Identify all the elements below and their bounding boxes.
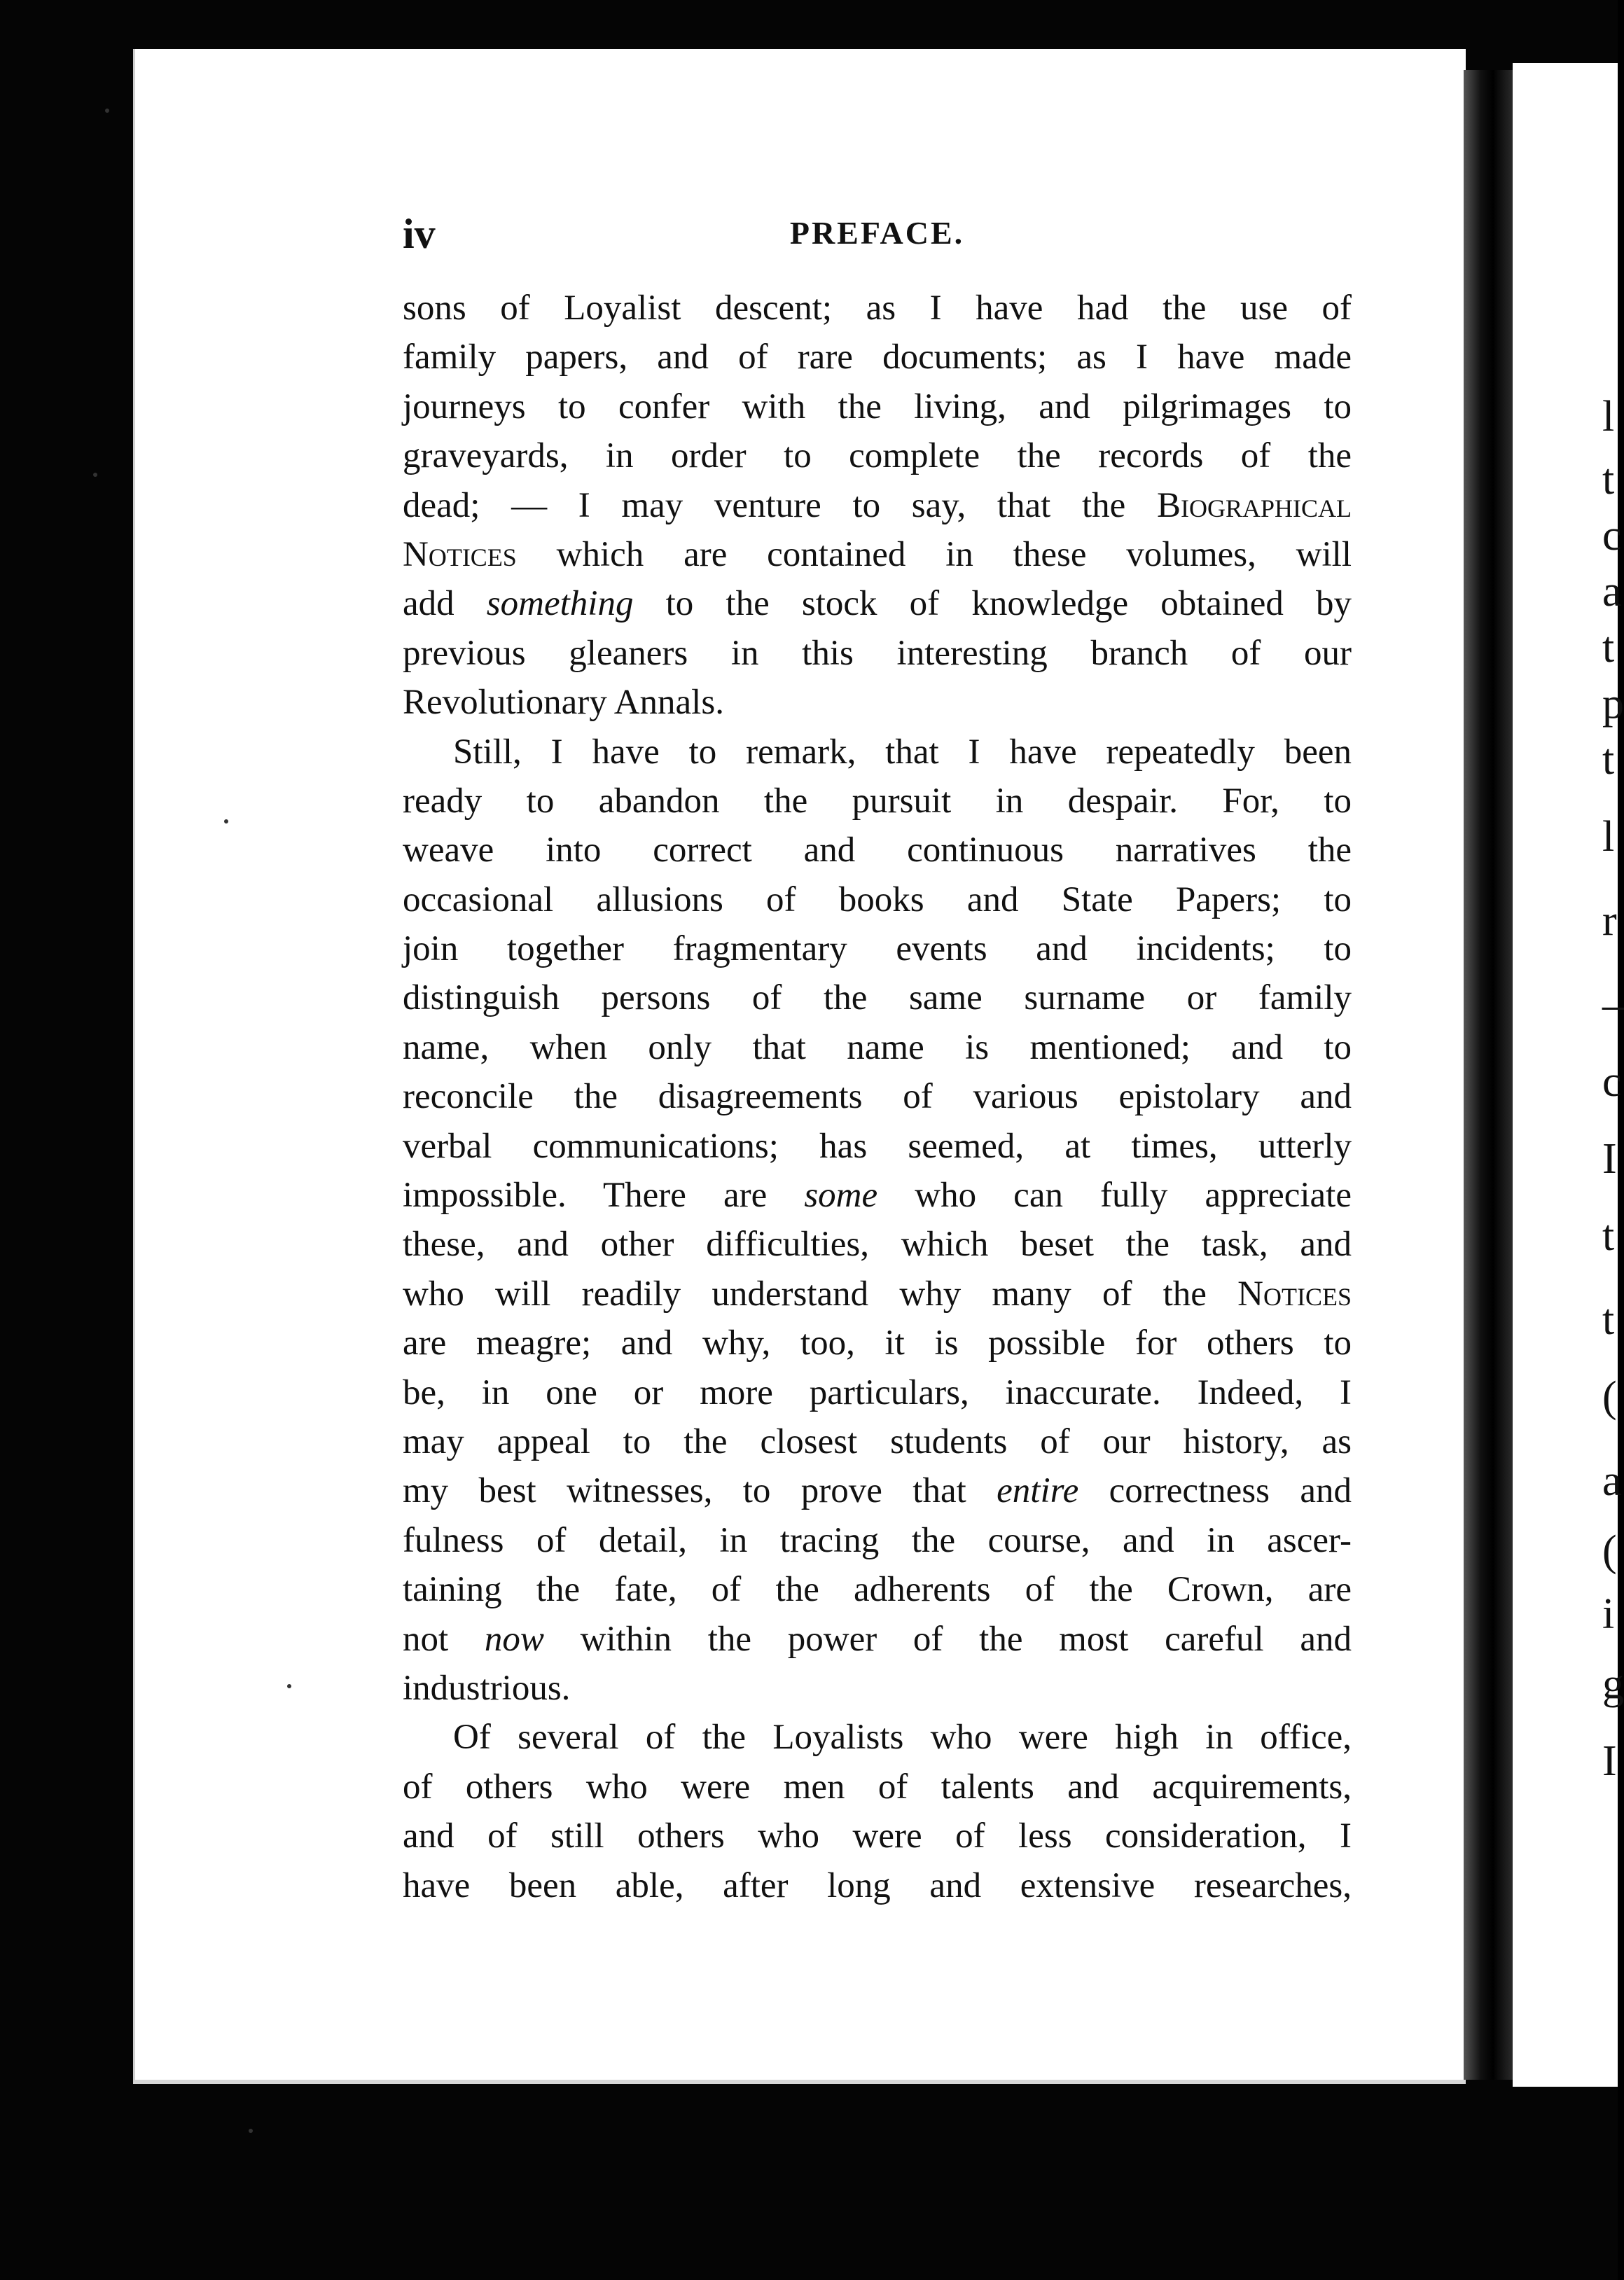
text-line <box>403 1270 1352 1319</box>
facing-page-fragment: a <box>1602 1457 1622 1505</box>
text-line <box>403 777 1352 826</box>
text-line <box>403 1220 1352 1269</box>
facing-page-fragment: c <box>1602 1058 1622 1106</box>
text-segment: add <box>403 584 487 624</box>
text-line <box>403 431 1352 480</box>
text-line <box>403 1516 1352 1565</box>
facing-page-fragment: ( <box>1602 1373 1617 1421</box>
text-segment: name, when only that name is mentioned; and to <box>403 1027 1352 1067</box>
facing-page-fragment: ( <box>1602 1527 1617 1575</box>
facing-page-fragment: a <box>1602 568 1622 616</box>
text-line <box>403 678 1352 727</box>
text-line <box>403 1565 1352 1614</box>
text-segment: may appeal to the closest students of our history, as <box>403 1421 1352 1461</box>
small-caps-text: Notices <box>1237 1274 1352 1314</box>
italic-text: entire <box>997 1471 1079 1511</box>
text-line <box>403 481 1352 530</box>
book-spine <box>1464 70 1513 2080</box>
text-line <box>403 1023 1352 1072</box>
facing-page-fragment: i <box>1602 1590 1615 1638</box>
text-line <box>403 1072 1352 1121</box>
text-segment: correctness and <box>1078 1471 1352 1511</box>
text-line <box>403 1812 1352 1861</box>
text-line <box>403 1664 1352 1713</box>
facing-page-fragment: c <box>1602 512 1622 559</box>
text-line <box>403 1763 1352 1812</box>
scan-speck <box>93 473 97 477</box>
text-line <box>403 382 1352 431</box>
text-segment: which are contained in these volumes, will <box>516 534 1352 574</box>
small-caps-text: Biographical <box>1156 485 1352 525</box>
text-segment: of others who were men of talents and acquirements, <box>403 1767 1352 1807</box>
text-line <box>403 973 1352 1022</box>
text-segment: Revolutionary Annals. <box>403 683 724 723</box>
text-line <box>403 579 1352 628</box>
text-line <box>403 1122 1352 1171</box>
text-segment: verbal communications; has seemed, at times, utterly <box>403 1126 1352 1166</box>
text-segment: graveyards, in order to complete the records of the <box>403 436 1352 476</box>
text-line <box>403 1861 1352 1910</box>
text-segment: ready to abandon the pursuit in despair. For, to <box>403 781 1352 821</box>
text-segment: my best witnesses, to prove that <box>403 1471 997 1511</box>
facing-page-edge <box>1513 63 1624 2087</box>
text-segment: distinguish persons of the same surname or family <box>403 978 1352 1018</box>
italic-text: some <box>804 1176 878 1216</box>
italic-text: something <box>486 584 634 624</box>
text-segment: reconcile the disagreements of various epistolary and <box>403 1077 1352 1117</box>
text-segment: impossible. There are <box>403 1176 805 1216</box>
page-title: PREFACE. <box>789 215 965 251</box>
facing-page-fragment: t <box>1602 624 1615 672</box>
text-line <box>403 1417 1352 1466</box>
text-segment: occasional allusions of books and State Papers; to <box>403 880 1352 919</box>
text-line <box>403 1368 1352 1417</box>
text-segment: industrious. <box>403 1668 571 1708</box>
text-segment: family papers, and of rare documents; as I have made <box>403 338 1352 377</box>
italic-text: now <box>484 1619 544 1659</box>
facing-page-fragment: p <box>1602 680 1624 728</box>
facing-page-fragment: g <box>1602 1660 1624 1708</box>
text-segment: these, and other difficulties, which beset the task, and <box>403 1225 1352 1265</box>
facing-page-fragment: t <box>1602 736 1615 784</box>
text-segment: weave into correct and continuous narratives the <box>403 830 1352 870</box>
text-line <box>403 1713 1352 1762</box>
facing-page-fragment: – <box>1602 981 1624 1029</box>
text-line <box>403 875 1352 924</box>
scan-speck <box>287 1684 291 1688</box>
text-segment: have been able, after long and extensive researches, <box>403 1865 1352 1905</box>
facing-page-fragment: t <box>1602 1296 1615 1344</box>
facing-page-fragment: t <box>1602 456 1615 503</box>
text-segment: are meagre; and why, too, it is possible for others to <box>403 1323 1352 1363</box>
scan-speck <box>105 109 109 113</box>
text-segment: who will readily understand why many of the <box>403 1274 1238 1314</box>
facing-page-fragment: I <box>1602 1135 1617 1183</box>
text-segment: taining the fate, of the adherents of the Crown, are <box>403 1570 1352 1610</box>
facing-page-fragment: l <box>1602 813 1615 861</box>
text-segment: dead; — I may venture to say, that the <box>403 485 1157 525</box>
text-segment: sons of Loyalist descent; as I have had the use of <box>403 289 1352 328</box>
text-segment: within the power of the most careful and <box>543 1619 1352 1659</box>
text-line <box>403 1466 1352 1515</box>
text-segment: previous gleaners in this interesting branch of our <box>403 633 1352 673</box>
text-line <box>403 1171 1352 1220</box>
text-line <box>403 284 1352 333</box>
scan-speck <box>249 2129 253 2133</box>
text-line <box>403 826 1352 875</box>
text-line <box>403 629 1352 678</box>
text-segment: journeys to confer with the living, and pilgrimages to <box>403 387 1352 426</box>
text-segment: Still, I have to remark, that I have repeatedly been <box>453 732 1352 772</box>
text-segment: to the stock of knowledge obtained by <box>633 584 1352 624</box>
text-line <box>403 333 1352 382</box>
text-segment: join together fragmentary events and incidents; to <box>403 929 1352 969</box>
text-segment: be, in one or more particulars, inaccurate. Indeed, I <box>403 1372 1352 1412</box>
body-text <box>403 284 1352 1910</box>
text-line <box>403 530 1352 579</box>
text-segment: who can fully appreciate <box>877 1176 1352 1216</box>
text-line <box>403 924 1352 973</box>
small-caps-text: Notices <box>403 534 517 574</box>
scan-speck <box>224 819 228 823</box>
text-line <box>403 1615 1352 1664</box>
text-line <box>403 728 1352 777</box>
text-line <box>403 1319 1352 1368</box>
text-segment: fulness of detail, in tracing the course, and in ascer- <box>403 1520 1352 1560</box>
facing-page-fragment: I <box>1602 1737 1617 1785</box>
facing-page-fragment: t <box>1602 1212 1615 1260</box>
text-segment: Of several of the Loyalists who were high in office, <box>453 1718 1352 1758</box>
running-head <box>403 210 1352 266</box>
facing-page-fragment: r <box>1602 897 1617 945</box>
text-segment: not <box>403 1619 485 1659</box>
facing-page-fragment: l <box>1602 393 1615 440</box>
text-segment: and of still others who were of less consideration, I <box>403 1816 1352 1856</box>
page-number: iv <box>403 211 436 257</box>
